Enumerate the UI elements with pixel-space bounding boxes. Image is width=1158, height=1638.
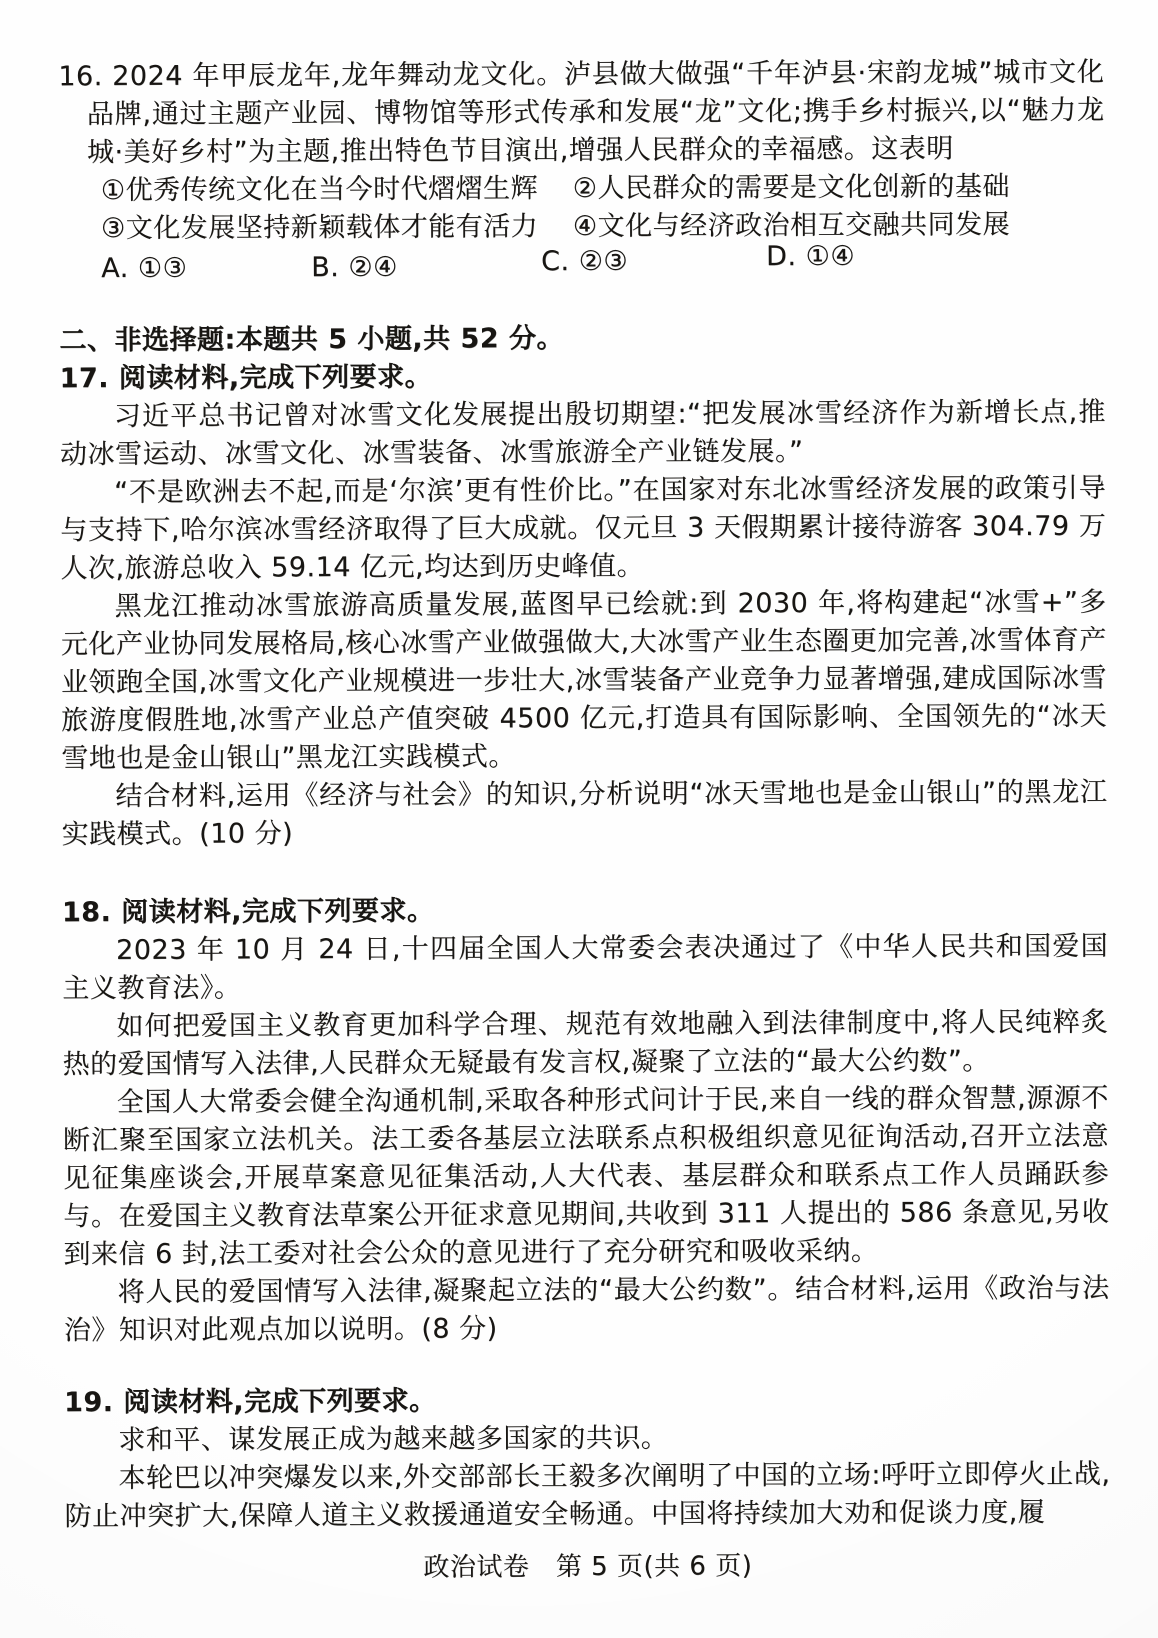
footer-text: 政治试卷 第 5 页(共 6 页) xyxy=(423,1551,753,1583)
q18-paragraph-2: 如何把爱国主义教育更加科学合理、规范有效地融入到法律制度中,将人民纯粹炙热的爱国情写入法律,人民群众无疑最有发言权,凝聚了立法的“最大公约数”。 xyxy=(62,1006,1109,1081)
q16-number: 16. xyxy=(58,61,103,93)
q16-statement-1: ①优秀传统文化在当今时代熠熠生辉 xyxy=(100,173,539,207)
q16-statement-4: ④文化与经济政治相互交融共同发展 xyxy=(572,209,1011,243)
q18-paragraph-3: 全国人大常委会健全沟通机制,采取各种形式问计于民,来自一线的群众智慧,源源不断汇聚至国家立法机关。法工委各基层立法联系点积极组织意见征询活动,召开立法意见征集座谈会,开展草案意见征集活动,人大代表、基层群众和联系点工作人员踊跃参与。在爱国主义教育法草案公开征求意见期间,共收到 311 人提出的 586 条意见,另收到来信 6 封,法工委对社会公众的意见进行了充分研究和吸收采纳。 xyxy=(62,1082,1110,1271)
q16-choice-a: A. ①③ xyxy=(101,252,188,285)
question-16 xyxy=(58,54,1105,289)
q16-choice-c: C. ②③ xyxy=(541,245,629,278)
q16-choice-d: D. ①④ xyxy=(766,240,856,273)
section-2-header: 二、非选择题:本题共 5 小题,共 52 分。 xyxy=(59,323,565,357)
q16-statements xyxy=(59,168,1105,249)
question-18 xyxy=(62,890,1110,1351)
q17-header: 17. 阅读材料,完成下列要求。 xyxy=(59,361,433,395)
q16-stem-line xyxy=(58,54,1104,173)
question-19 xyxy=(64,1380,1111,1537)
q18-question-task: 将人民的爱国情写入法律,凝聚起立法的“最大公约数”。结合材料,运用《政治与法治》知识对此观点加以说明。(8 分) xyxy=(63,1272,1110,1347)
q16-statement-3: ③文化发展坚持新颖载体才能有活力 xyxy=(100,211,539,245)
q16-statement-2: ②人民群众的需要是文化创新的基础 xyxy=(572,171,1010,205)
q17-paragraph-3: 黑龙江推动冰雪旅游高质量发展,蓝图早已绘就:到 2030 年,将构建起“冰雪+”多元化产业协同发展格局,核心冰雪产业做强做大,大冰雪产业生态圈更加完善,冰雪体育产业领跑全国,冰雪文化产业规模进一步壮大,冰雪装备产业竞争力显著增强,建成国际冰雪旅游度假胜地,冰雪产业总产值突破 4500 亿元,打造具有国际影响、全国领先的“冰天雪地也是金山银山”黑龙江实践模式。 xyxy=(60,586,1108,775)
q16-choices xyxy=(59,240,1105,289)
q16-choice-b: B. ②④ xyxy=(311,251,398,284)
q16-stem: 2024 年甲辰龙年,龙年舞动龙文化。泸县做大做强“千年泸县·宋韵龙城”城市文化品牌,通过主题产业园、博物馆等形式传承和发展“龙”文化;携手乡村振兴,以“魅力龙城·美好乡村”为主题,推出特色节目演出,增强人民群众的幸福感。这表明 xyxy=(86,56,1105,169)
q19-header: 19. 阅读材料,完成下列要求。 xyxy=(64,1385,437,1419)
page-footer xyxy=(65,1546,1111,1589)
q17-question-task: 结合材料,运用《经济与社会》的知识,分析说明“冰天雪地也是金山银山”的黑龙江实践模式。(10 分) xyxy=(61,776,1108,851)
question-17 xyxy=(60,356,1108,855)
q19-paragraph-1: 求和平、谋发展正成为越来越多国家的共识。 xyxy=(118,1422,669,1457)
q17-paragraph-1: 习近平总书记曾对冰雪文化发展提出殷切期望:“把发展冰雪经济作为新增长点,推动冰雪运动、冰雪文化、冰雪装备、冰雪旅游全产业链发展。” xyxy=(59,396,1106,471)
q18-paragraph-1: 2023 年 10 月 24 日,十四届全国人大常委会表决通过了《中华人民共和国爱国主义教育法》。 xyxy=(62,930,1109,1005)
q19-paragraph-2: 本轮巴以冲突爆发以来,外交部部长王毅多次阐明了中国的立场:呼吁立即停火止战,防止冲突扩大,保障人道主义救援通道安全畅通。中国将持续加大劝和促谈力度,履 xyxy=(64,1458,1111,1533)
q17-paragraph-2: “不是欧洲去不起,而是‘尔滨’更有性价比。”在国家对东北冰雪经济发展的政策引导与支持下,哈尔滨冰雪经济取得了巨大成就。仅元旦 3 天假期累计接待游客 304.79 万人次,旅游总收入 59.14 亿元,均达到历史峰值。 xyxy=(60,472,1107,585)
q18-header: 18. 阅读材料,完成下列要求。 xyxy=(61,895,435,929)
